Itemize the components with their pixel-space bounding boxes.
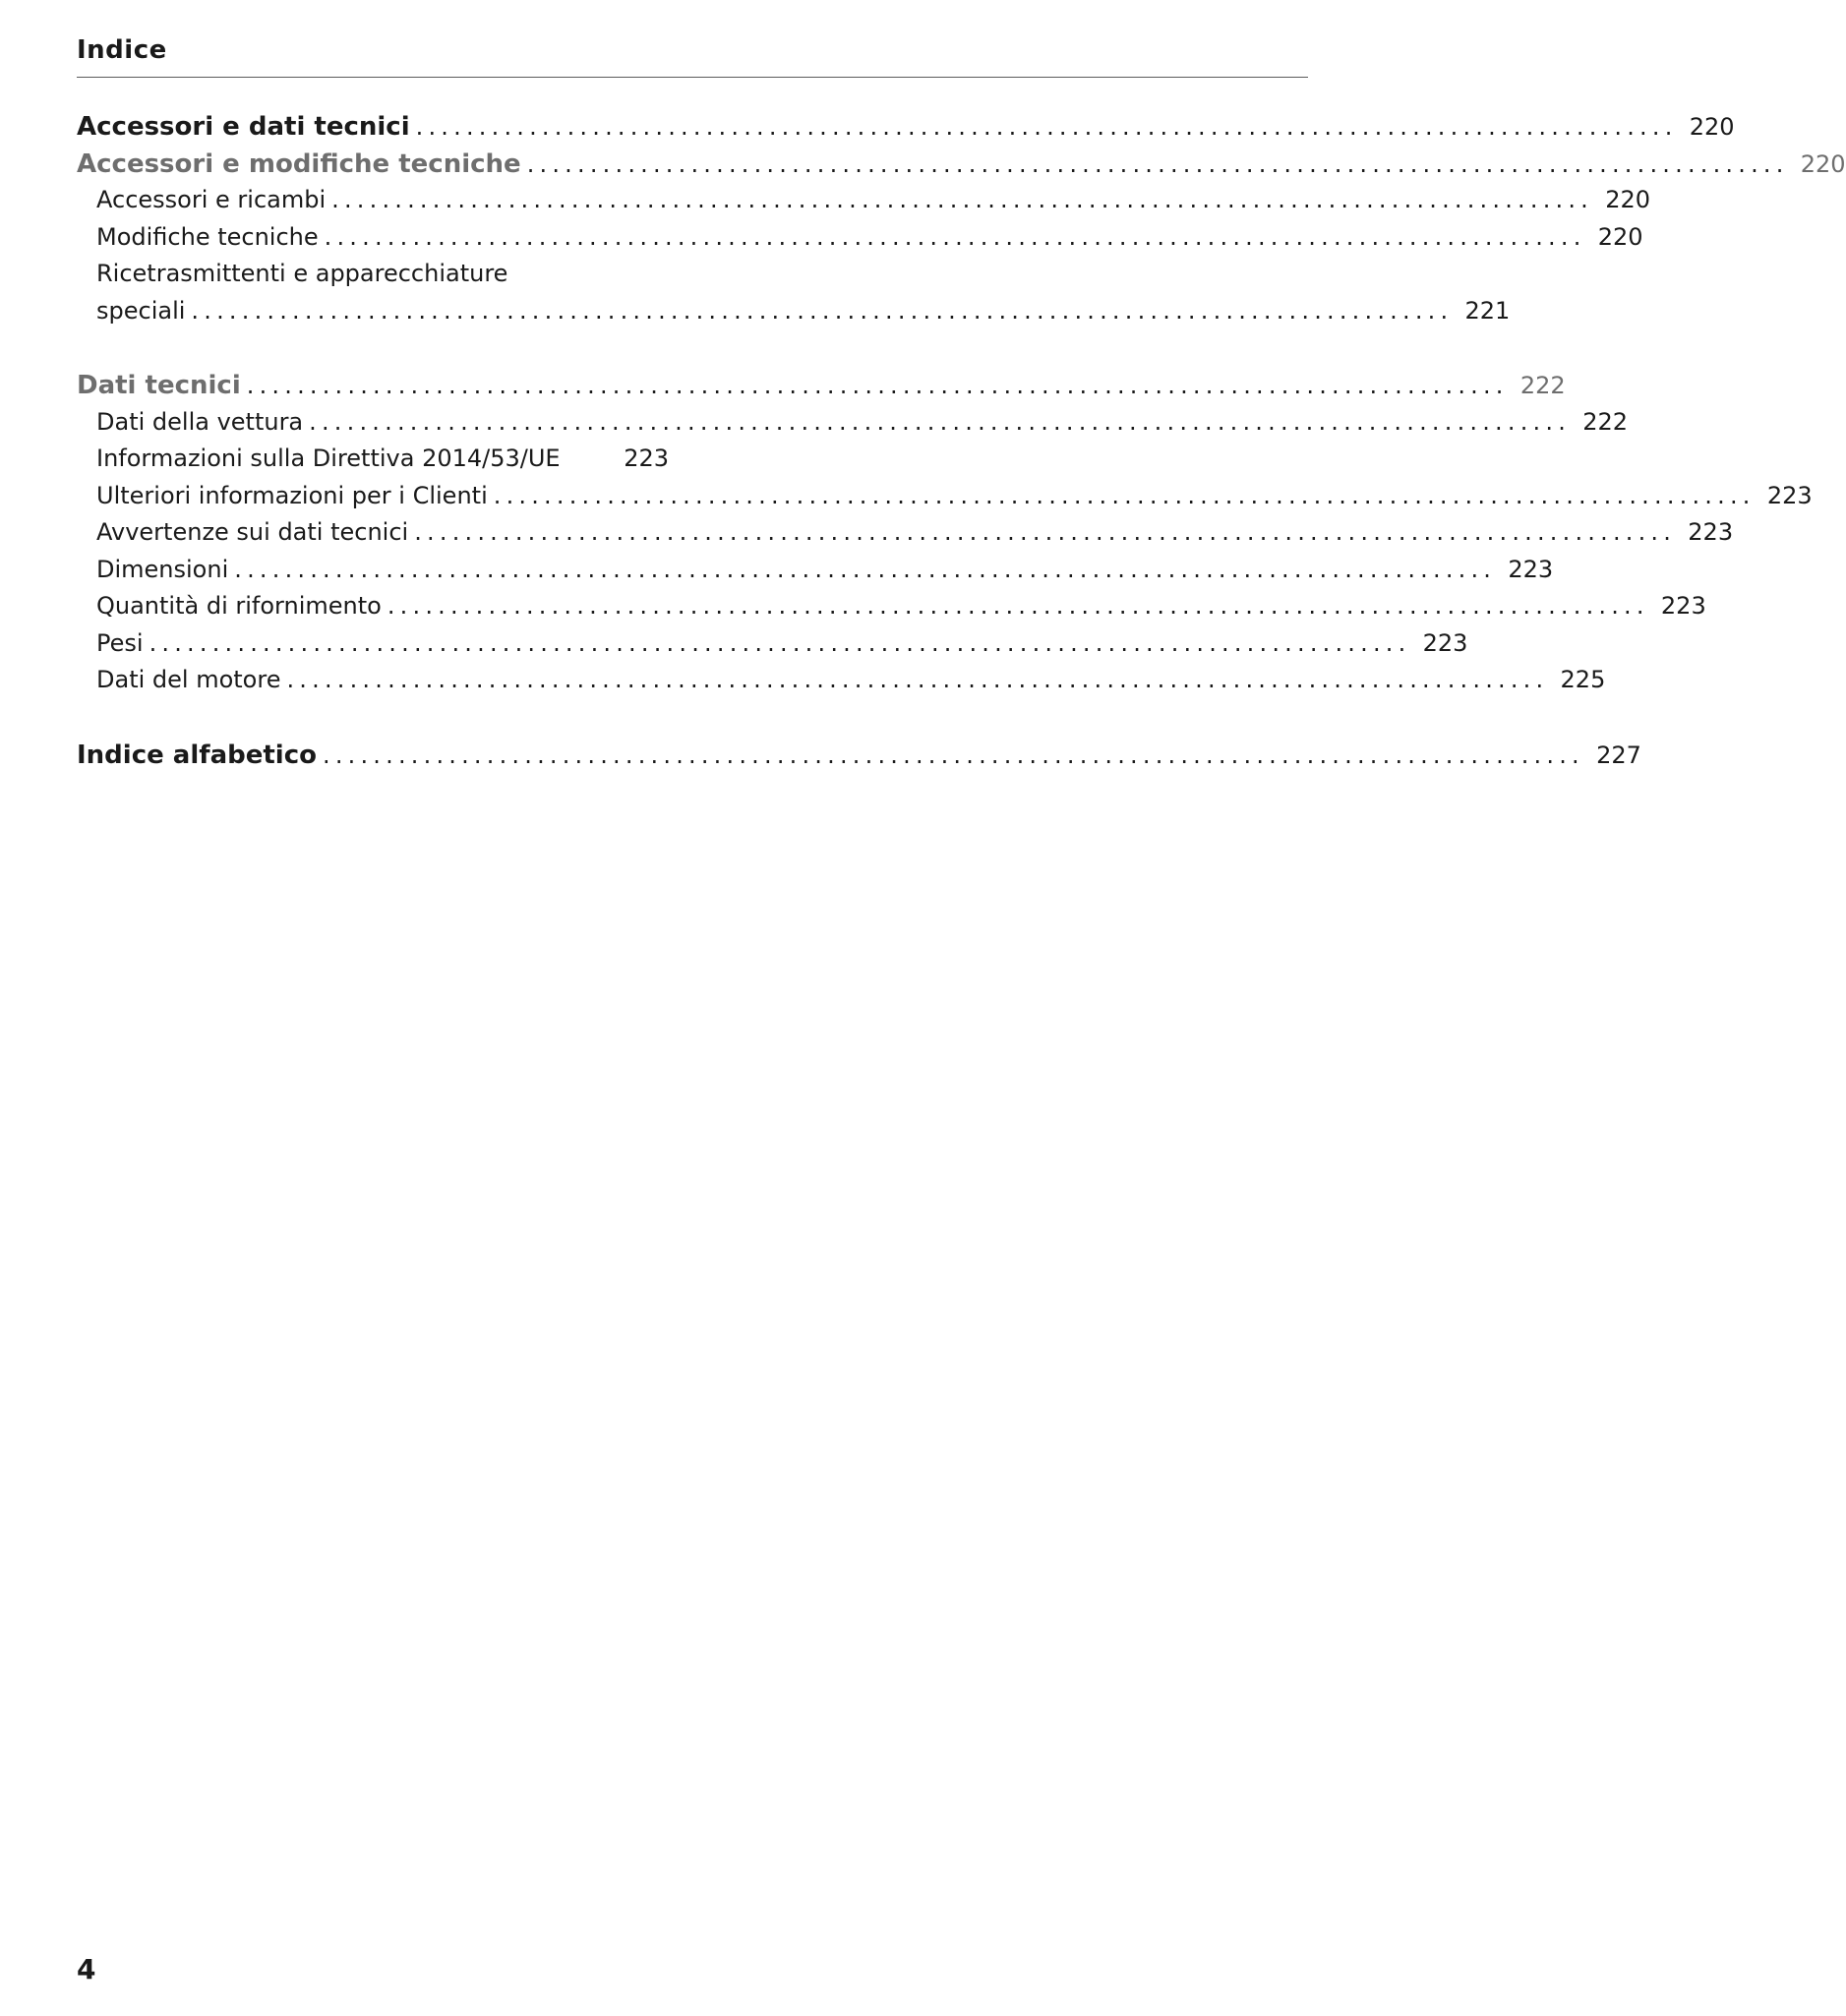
header-divider bbox=[77, 77, 1308, 78]
page-title: Indice bbox=[77, 35, 167, 65]
toc-page-number: 223 bbox=[1660, 592, 1706, 620]
toc-entry-accessori-ricambi[interactable] bbox=[77, 186, 1651, 223]
toc-label: Modifiche tecniche bbox=[96, 222, 319, 251]
page-number: 4 bbox=[77, 1953, 96, 1986]
toc-page-number: 221 bbox=[1464, 296, 1511, 325]
table-of-contents bbox=[77, 112, 1846, 777]
toc-page-number: 223 bbox=[1766, 481, 1813, 509]
toc-page-number: 222 bbox=[1582, 407, 1629, 436]
toc-entry-modifiche-tecniche[interactable] bbox=[77, 222, 1643, 261]
toc-page-number: 227 bbox=[1596, 741, 1641, 769]
toc-leader-dots: .................................................................................................... bbox=[149, 628, 1411, 657]
toc-label: Accessori e dati tecnici bbox=[77, 112, 410, 142]
toc-leader-dots: .................................................................................................... bbox=[324, 222, 1586, 251]
toc-page-number: 223 bbox=[1688, 518, 1734, 546]
toc-entry-direttiva[interactable] bbox=[77, 445, 669, 482]
toc-page-number: 223 bbox=[1508, 555, 1554, 583]
toc-label: Accessori e ricambi bbox=[96, 186, 327, 213]
toc-chapter-accessori-modifiche[interactable] bbox=[77, 148, 1846, 187]
toc-leader-dots: .................................................................................................... bbox=[286, 666, 1549, 693]
toc-entry-ricetrasmittenti-line2[interactable] bbox=[77, 296, 1511, 334]
toc-entry-rifornimento[interactable] bbox=[77, 592, 1706, 629]
toc-leader-dots: .................................................................................................... bbox=[414, 518, 1677, 546]
toc-entry-dati-motore[interactable] bbox=[77, 666, 1606, 703]
toc-label: Dati tecnici bbox=[77, 371, 241, 400]
toc-page-number: 220 bbox=[1597, 222, 1643, 251]
toc-entry-ricetrasmittenti-line1[interactable] bbox=[77, 260, 669, 297]
toc-chapter-dati-tecnici[interactable] bbox=[77, 371, 1566, 408]
toc-label: Indice alfabetico bbox=[77, 740, 317, 770]
toc-leader-dots: .................................................................................................... bbox=[387, 592, 1649, 620]
toc-leader-dots: .................................................................................................... bbox=[493, 481, 1756, 509]
toc-label: Dati della vettura bbox=[96, 407, 304, 436]
toc-leader-dots: .................................................................................................... bbox=[331, 186, 1594, 213]
toc-page-number: 225 bbox=[1560, 666, 1606, 693]
toc-leader-dots: .................................................................................................... bbox=[415, 113, 1678, 141]
toc-leader-dots: .................................................................................................... bbox=[322, 741, 1584, 769]
toc-entry-ulteriori-informazioni[interactable] bbox=[77, 481, 1813, 519]
toc-label: Ricetrasmittenti e apparecchiature bbox=[96, 260, 508, 287]
toc-label: Quantità di rifornimento bbox=[96, 592, 382, 620]
toc-leader-dots: .................................................................................................... bbox=[191, 296, 1454, 325]
toc-label: Accessori e modifiche tecniche bbox=[77, 148, 521, 179]
toc-label: Ulteriori informazioni per i Clienti bbox=[96, 481, 488, 509]
toc-label: speciali bbox=[96, 296, 186, 325]
toc-label: Pesi bbox=[96, 628, 144, 657]
toc-leader-dots: .................................................................................................... bbox=[526, 149, 1789, 178]
toc-leader-dots: .................................................................................................... bbox=[309, 407, 1572, 436]
toc-leader-dots: .................................................................................................... bbox=[246, 372, 1509, 399]
toc-section-indice-alfabetico[interactable] bbox=[77, 740, 1641, 778]
toc-section-accessori-dati-tecnici[interactable] bbox=[77, 112, 1735, 149]
toc-page-number: 222 bbox=[1519, 372, 1566, 399]
toc-page-number: 220 bbox=[1605, 186, 1651, 213]
toc-page-number: 223 bbox=[624, 445, 669, 472]
toc-label: Avvertenze sui dati tecnici bbox=[96, 518, 409, 546]
toc-entry-dimensioni[interactable] bbox=[77, 555, 1554, 593]
toc-label: Dati del motore bbox=[96, 666, 281, 693]
toc-page-number: 220 bbox=[1800, 149, 1846, 178]
toc-label: Dimensioni bbox=[96, 555, 229, 583]
toc-entry-avvertenze[interactable] bbox=[77, 518, 1734, 556]
toc-entry-dati-vettura[interactable] bbox=[77, 407, 1629, 445]
toc-page-number: 223 bbox=[1422, 628, 1468, 657]
toc-spacer bbox=[77, 703, 669, 741]
toc-leader-dots: .................................................................................................... bbox=[234, 555, 1497, 583]
toc-spacer bbox=[77, 333, 669, 371]
toc-page-number: 220 bbox=[1689, 113, 1735, 141]
toc-entry-pesi[interactable] bbox=[77, 628, 1468, 667]
toc-label: Informazioni sulla Direttiva 2014/53/UE bbox=[96, 445, 561, 472]
